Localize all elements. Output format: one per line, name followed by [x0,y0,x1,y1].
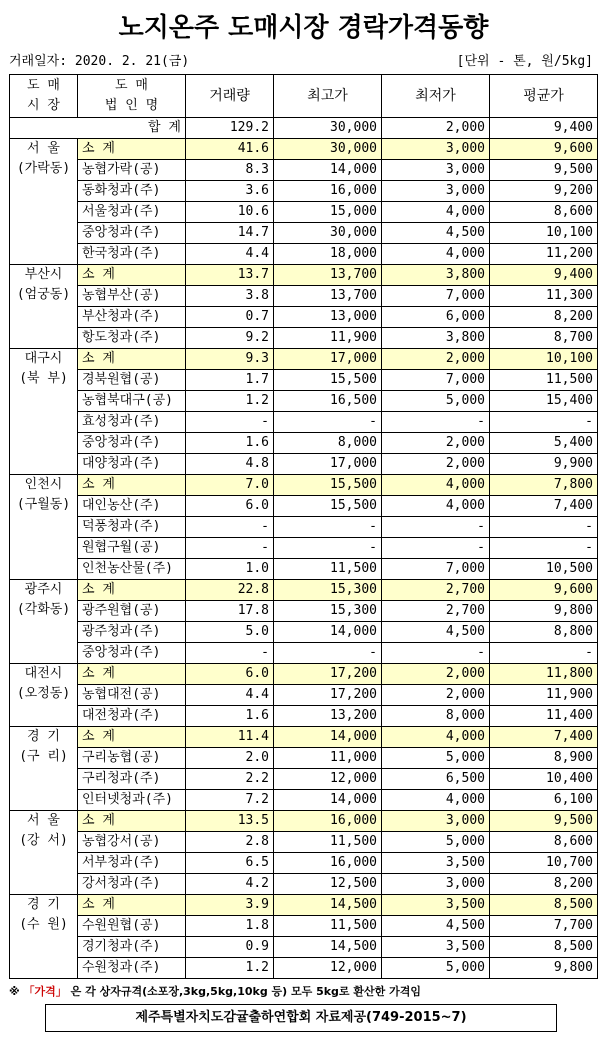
volume-cell: - [186,643,274,664]
avg-price-cell: 15,400 [490,391,598,412]
subtotal-max: 14,500 [274,895,382,916]
table-row [10,601,598,622]
min-price-cell: 2,000 [382,454,490,475]
subtotal-min: 3,500 [382,895,490,916]
corp-name: 부산청과(주) [78,307,186,328]
min-price-cell: 5,000 [382,391,490,412]
corp-name: 농협가락(공) [78,160,186,181]
max-price-cell: 18,000 [274,244,382,265]
volume-cell: 1.7 [186,370,274,391]
min-price-cell: - [382,412,490,433]
min-price-cell: 2,000 [382,685,490,706]
subtotal-avg: 11,800 [490,664,598,685]
subtotal-min: 2,700 [382,580,490,601]
max-price-cell: 12,000 [274,769,382,790]
subtotal-row [10,727,598,748]
max-price-cell: 14,000 [274,622,382,643]
total-max: 30,000 [274,118,382,139]
avg-price-cell: 11,500 [490,370,598,391]
min-price-cell: 3,500 [382,853,490,874]
subtotal-avg: 9,600 [490,580,598,601]
corp-name: 수원청과(주) [78,958,186,979]
table-row [10,790,598,811]
subtotal-row [10,265,598,286]
subtotal-row [10,895,598,916]
max-price-cell: 14,000 [274,790,382,811]
avg-price-cell: 7,700 [490,916,598,937]
volume-cell: 2.2 [186,769,274,790]
min-price-cell: 4,000 [382,244,490,265]
max-price-cell: 11,900 [274,328,382,349]
subtotal-label: 소 계 [78,811,186,832]
subtotal-max: 16,000 [274,811,382,832]
min-price-cell: 7,000 [382,286,490,307]
subtotal-volume: 6.0 [186,664,274,685]
volume-cell: 1.6 [186,433,274,454]
avg-price-cell: - [490,538,598,559]
table-row [10,874,598,895]
subtotal-volume: 7.0 [186,475,274,496]
min-price-cell: 4,500 [382,223,490,244]
corp-name: 한국청과(주) [78,244,186,265]
max-price-cell: 11,500 [274,832,382,853]
table-row [10,244,598,265]
volume-cell: 0.7 [186,307,274,328]
unit-label: [단위 - 톤, 원/5kg] [456,54,593,69]
avg-price-cell: 8,200 [490,874,598,895]
corp-name: 농협북대구(공) [78,391,186,412]
table-row [10,370,598,391]
subtotal-avg: 7,400 [490,727,598,748]
min-price-cell: 5,000 [382,958,490,979]
max-price-cell: 14,500 [274,937,382,958]
avg-price-cell: 10,100 [490,223,598,244]
corp-name: 항도청과(주) [78,328,186,349]
max-price-cell: 11,000 [274,748,382,769]
corp-name: 원협구월(공) [78,538,186,559]
volume-cell: 4.4 [186,685,274,706]
min-price-cell: 2,000 [382,433,490,454]
avg-price-cell: 9,900 [490,454,598,475]
market-region: 경 기 (수 원) [10,895,78,979]
volume-cell: 5.0 [186,622,274,643]
table-row [10,454,598,475]
corp-name: 동화청과(주) [78,181,186,202]
min-price-cell: - [382,643,490,664]
min-price-cell: 4,500 [382,622,490,643]
subtotal-volume: 13.5 [186,811,274,832]
max-price-cell: - [274,517,382,538]
volume-cell: 4.8 [186,454,274,475]
subtotal-row [10,139,598,160]
table-row [10,307,598,328]
avg-price-cell: 8,800 [490,622,598,643]
subtotal-row [10,475,598,496]
avg-price-cell: - [490,412,598,433]
table-row [10,412,598,433]
min-price-cell: - [382,538,490,559]
market-region: 부산시 (엄궁동) [10,265,78,349]
subtotal-volume: 9.3 [186,349,274,370]
avg-price-cell: 8,600 [490,202,598,223]
min-price-cell: 2,700 [382,601,490,622]
subtotal-avg: 9,500 [490,811,598,832]
corp-name: 대인농산(주) [78,496,186,517]
table-row [10,958,598,979]
avg-price-cell: 9,800 [490,958,598,979]
max-price-cell: 13,200 [274,706,382,727]
avg-price-cell: 11,400 [490,706,598,727]
max-price-cell: 15,000 [274,202,382,223]
volume-cell: 2.8 [186,832,274,853]
volume-cell: 3.6 [186,181,274,202]
corp-name: 구리농협(공) [78,748,186,769]
corp-name: 덕풍청과(주) [78,517,186,538]
max-price-cell: - [274,412,382,433]
market-region: 대구시 (북 부) [10,349,78,475]
max-price-cell: 13,000 [274,307,382,328]
corp-name: 농협대전(공) [78,685,186,706]
volume-cell: 3.8 [186,286,274,307]
subtotal-volume: 41.6 [186,139,274,160]
table-row [10,748,598,769]
table-row [10,853,598,874]
volume-cell: 4.4 [186,244,274,265]
table-row [10,706,598,727]
avg-price-cell: 10,700 [490,853,598,874]
corp-name: 광주원협(공) [78,601,186,622]
min-price-cell: 3,500 [382,937,490,958]
volume-cell: 1.6 [186,706,274,727]
avg-price-cell: - [490,517,598,538]
avg-price-cell: 10,500 [490,559,598,580]
corp-name: 중앙청과(주) [78,223,186,244]
total-label: 합 계 [10,118,186,139]
subtotal-volume: 13.7 [186,265,274,286]
max-price-cell: 16,000 [274,181,382,202]
table-row [10,202,598,223]
subtotal-max: 30,000 [274,139,382,160]
max-price-cell: 13,700 [274,286,382,307]
volume-cell: 8.3 [186,160,274,181]
corp-name: 대양청과(주) [78,454,186,475]
market-region: 인천시 (구월동) [10,475,78,580]
min-price-cell: 4,500 [382,916,490,937]
min-price-cell: 3,000 [382,181,490,202]
avg-price-cell: 8,900 [490,748,598,769]
max-price-cell: - [274,538,382,559]
corp-name: 효성청과(주) [78,412,186,433]
table-row [10,832,598,853]
avg-price-cell: 8,500 [490,937,598,958]
max-price-cell: 14,000 [274,160,382,181]
avg-price-cell: 11,200 [490,244,598,265]
table-row [10,643,598,664]
corp-name: 농협부산(공) [78,286,186,307]
corp-name: 서울청과(주) [78,202,186,223]
table-row [10,328,598,349]
min-price-cell: 7,000 [382,370,490,391]
max-price-cell: 17,200 [274,685,382,706]
corp-name: 농협강서(공) [78,832,186,853]
subtotal-min: 2,000 [382,664,490,685]
min-price-cell: 3,000 [382,160,490,181]
subtotal-avg: 9,400 [490,265,598,286]
subtotal-row [10,580,598,601]
min-price-cell: 4,000 [382,496,490,517]
volume-cell: 17.8 [186,601,274,622]
subtotal-volume: 3.9 [186,895,274,916]
subtotal-avg: 10,100 [490,349,598,370]
header-min: 최저가 [382,75,490,118]
volume-cell: 1.0 [186,559,274,580]
total-min: 2,000 [382,118,490,139]
corp-name: 중앙청과(주) [78,433,186,454]
table-row [10,496,598,517]
market-region: 광주시 (각화동) [10,580,78,664]
subtotal-avg: 7,800 [490,475,598,496]
subtotal-max: 15,500 [274,475,382,496]
max-price-cell: 15,300 [274,601,382,622]
volume-cell: 2.0 [186,748,274,769]
table-row [10,433,598,454]
min-price-cell: 8,000 [382,706,490,727]
total-avg: 9,400 [490,118,598,139]
subtotal-label: 소 계 [78,727,186,748]
volume-cell: 6.5 [186,853,274,874]
subtotal-row [10,664,598,685]
volume-cell: 1.2 [186,391,274,412]
table-row [10,685,598,706]
max-price-cell: 12,000 [274,958,382,979]
corp-name: 인천농산물(주) [78,559,186,580]
subtotal-min: 4,000 [382,727,490,748]
max-price-cell: 12,500 [274,874,382,895]
avg-price-cell: 10,400 [490,769,598,790]
trade-date: 거래일자: 2020. 2. 21(금) [9,54,190,69]
subtotal-row [10,811,598,832]
table-row [10,559,598,580]
market-region: 서 울 (강 서) [10,811,78,895]
volume-cell: 6.0 [186,496,274,517]
subtotal-label: 소 계 [78,664,186,685]
avg-price-cell: - [490,643,598,664]
subtotal-max: 15,300 [274,580,382,601]
table-row [10,223,598,244]
volume-cell: - [186,517,274,538]
footnote-text: 은 각 상자규격(소포장,3kg,5kg,10kg 등) 모두 5kg로 환산한 가격임 [70,985,421,998]
subtotal-min: 3,000 [382,139,490,160]
table-row [10,517,598,538]
max-price-cell: 15,500 [274,370,382,391]
corp-name: 대전청과(주) [78,706,186,727]
table-row [10,181,598,202]
avg-price-cell: 5,400 [490,433,598,454]
corp-name: 경북원협(공) [78,370,186,391]
avg-price-cell: 8,600 [490,832,598,853]
volume-cell: 7.2 [186,790,274,811]
price-table [9,74,598,979]
table-row [10,160,598,181]
avg-price-cell: 9,200 [490,181,598,202]
subtotal-label: 소 계 [78,139,186,160]
avg-price-cell: 9,500 [490,160,598,181]
corp-name: 인터넷청과(주) [78,790,186,811]
market-region: 경 기 (구 리) [10,727,78,811]
volume-cell: 10.6 [186,202,274,223]
min-price-cell: 4,000 [382,202,490,223]
avg-price-cell: 8,700 [490,328,598,349]
source-box: 제주특별자치도감귤출하연합회 자료제공(749-2015~7) [45,1004,557,1032]
table-row [10,916,598,937]
min-price-cell: - [382,517,490,538]
subtotal-avg: 9,600 [490,139,598,160]
table-row [10,286,598,307]
corp-name: 서부청과(주) [78,853,186,874]
max-price-cell: - [274,643,382,664]
subtotal-min: 3,800 [382,265,490,286]
table-row [10,937,598,958]
volume-cell: 1.8 [186,916,274,937]
header-avg: 평균가 [490,75,598,118]
min-price-cell: 6,500 [382,769,490,790]
header-market: 도 매 시 장 [10,75,78,118]
total-volume: 129.2 [186,118,274,139]
volume-cell: 0.9 [186,937,274,958]
subtotal-volume: 22.8 [186,580,274,601]
avg-price-cell: 11,300 [490,286,598,307]
subtotal-min: 2,000 [382,349,490,370]
market-region: 서 울 (가락동) [10,139,78,265]
min-price-cell: 5,000 [382,748,490,769]
total-row [10,118,598,139]
subtotal-max: 17,000 [274,349,382,370]
subtotal-max: 17,200 [274,664,382,685]
page-title: 노지온주 도매시장 경락가격동향 [118,13,489,43]
table-row [10,622,598,643]
footnote [9,984,421,1000]
max-price-cell: 17,000 [274,454,382,475]
corp-name: 광주청과(주) [78,622,186,643]
corp-name: 강서청과(주) [78,874,186,895]
volume-cell: 9.2 [186,328,274,349]
header-max: 최고가 [274,75,382,118]
corp-name: 구리청과(주) [78,769,186,790]
avg-price-cell: 8,200 [490,307,598,328]
subtotal-min: 3,000 [382,811,490,832]
volume-cell: 14.7 [186,223,274,244]
subtotal-label: 소 계 [78,895,186,916]
avg-price-cell: 9,800 [490,601,598,622]
subtotal-max: 13,700 [274,265,382,286]
market-region: 대전시 (오정동) [10,664,78,727]
max-price-cell: 11,500 [274,559,382,580]
volume-cell: 4.2 [186,874,274,895]
header-volume: 거래량 [186,75,274,118]
min-price-cell: 7,000 [382,559,490,580]
volume-cell: 1.2 [186,958,274,979]
min-price-cell: 3,000 [382,874,490,895]
corp-name: 경기청과(주) [78,937,186,958]
footnote-mark: ※ [9,985,20,998]
table-row [10,391,598,412]
corp-name: 수원원협(공) [78,916,186,937]
avg-price-cell: 11,900 [490,685,598,706]
max-price-cell: 16,000 [274,853,382,874]
subtotal-label: 소 계 [78,475,186,496]
volume-cell: - [186,538,274,559]
subtotal-label: 소 계 [78,349,186,370]
table-row [10,769,598,790]
min-price-cell: 3,800 [382,328,490,349]
subtotal-label: 소 계 [78,580,186,601]
max-price-cell: 15,500 [274,496,382,517]
min-price-cell: 4,000 [382,790,490,811]
max-price-cell: 11,500 [274,916,382,937]
min-price-cell: 6,000 [382,307,490,328]
subtotal-avg: 8,500 [490,895,598,916]
avg-price-cell: 7,400 [490,496,598,517]
max-price-cell: 30,000 [274,223,382,244]
subtotal-row [10,349,598,370]
table-header-row [10,75,598,118]
min-price-cell: 5,000 [382,832,490,853]
max-price-cell: 8,000 [274,433,382,454]
subtotal-min: 4,000 [382,475,490,496]
header-corp: 도 매 법 인 명 [78,75,186,118]
subtotal-volume: 11.4 [186,727,274,748]
table-row [10,538,598,559]
max-price-cell: 16,500 [274,391,382,412]
subtotal-label: 소 계 [78,265,186,286]
avg-price-cell: 6,100 [490,790,598,811]
corp-name: 중앙청과(주) [78,643,186,664]
footnote-quoted: 「가격」 [23,985,67,998]
volume-cell: - [186,412,274,433]
subtotal-max: 14,000 [274,727,382,748]
